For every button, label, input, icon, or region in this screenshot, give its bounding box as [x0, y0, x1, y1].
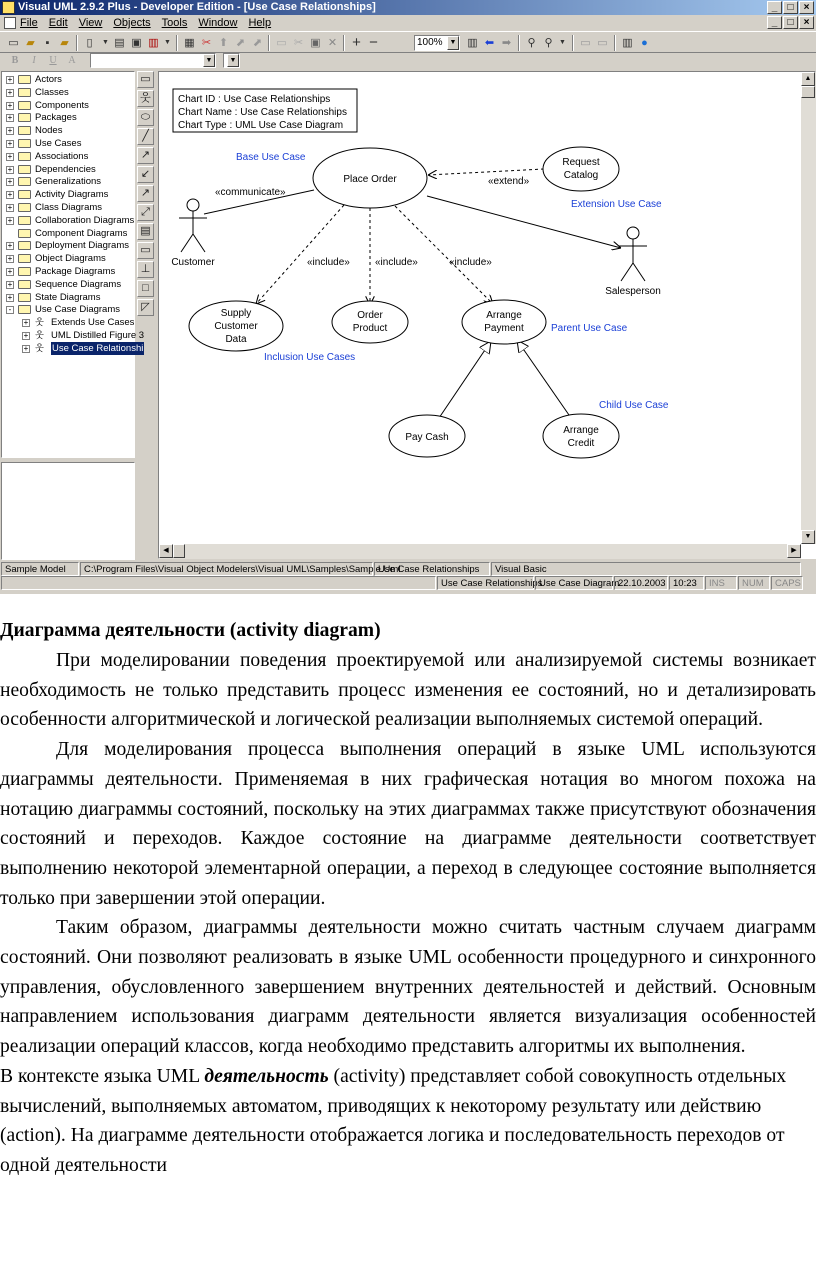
expand-icon[interactable]: +	[7, 139, 13, 148]
expand-icon[interactable]: +	[7, 254, 13, 264]
mdi-close-button[interactable]: ×	[799, 16, 814, 29]
grid-icon[interactable]: ▥	[467, 37, 478, 49]
menu-objects[interactable]: Objects	[113, 17, 151, 29]
folder-icon	[18, 190, 31, 199]
paragraph-4-body: (activity) представляет собой совокупность отдельных вычислений, выполняемых автоматом, приводящих к некоторому результату или действию (action). На диаграмме деятельности отображается логика и последовательность переходов от одной деятельности	[0, 1065, 787, 1176]
arrange-payment-label-2: Payment	[484, 323, 524, 334]
supply-customer-data-label-1: Supply	[220, 308, 252, 319]
document-icon[interactable]	[4, 17, 16, 29]
folder-icon	[18, 241, 31, 250]
chart-name-label: Chart Name : Use Case Relationships	[178, 107, 347, 118]
app-icon	[2, 1, 15, 14]
forward-arrow-icon[interactable]: ➡	[501, 37, 512, 49]
note-extension-use-case: Extension Use Case	[571, 199, 662, 210]
folder-icon	[18, 177, 31, 186]
chevron-down-icon[interactable]: ▼	[447, 36, 459, 50]
minimize-button[interactable]: _	[767, 1, 782, 14]
supply-customer-data-label-3: Data	[225, 334, 247, 345]
format-painter-icon[interactable]: ⬈	[252, 37, 263, 49]
canvas-vertical-scrollbar[interactable]	[801, 72, 816, 544]
globe-icon[interactable]: ●	[641, 37, 648, 49]
mdi-minimize-button[interactable]: _	[767, 16, 782, 29]
folder-icon	[18, 280, 31, 289]
clipboard-icon[interactable]: ▣	[310, 37, 321, 49]
save-icon[interactable]: ▪	[45, 37, 50, 49]
format-toolbar	[0, 53, 816, 69]
menu-tools[interactable]: Tools	[161, 17, 188, 29]
note-parent-use-case: Parent Use Case	[551, 323, 628, 334]
tree-item-label: Deployment Diagrams	[35, 240, 129, 252]
tree-item-label: Dependencies	[35, 163, 96, 175]
tree-item-label: Extends Use Cases	[51, 317, 135, 329]
copy-icon[interactable]: ⬆	[218, 37, 229, 49]
status-num: NUM	[738, 576, 770, 590]
pay-cash-generalization[interactable]	[439, 341, 491, 418]
use-case-tool-icon[interactable]: ⬭	[137, 109, 154, 126]
use-case-diagram-icon: 웃	[35, 342, 44, 353]
folder-icon	[18, 139, 31, 148]
generalization-tool-icon[interactable]: ↙	[137, 166, 154, 183]
help-book-icon[interactable]: ▥	[622, 37, 633, 49]
actor-salesperson[interactable]	[619, 227, 647, 281]
request-catalog-label-1: Request	[562, 157, 600, 168]
supply-customer-data-label-2: Customer	[214, 321, 258, 332]
menu-window[interactable]: Window	[198, 17, 238, 29]
expand-icon[interactable]: +	[7, 203, 13, 212]
expand-icon[interactable]: +	[7, 190, 13, 200]
actor-customer-label: Customer	[171, 257, 215, 268]
zoom-in-icon[interactable]: +	[352, 34, 361, 51]
folder-icon	[18, 305, 31, 314]
bold-button[interactable]: B	[11, 55, 19, 66]
pay-cash-label: Pay Cash	[405, 432, 449, 443]
window-title: Visual UML 2.9.2 Plus - Developer Edition - [Use Case Relationships]	[18, 1, 376, 13]
tree-item-label: Activity Diagrams	[35, 189, 109, 201]
extend-dependency[interactable]	[428, 169, 544, 175]
folder-icon	[18, 203, 31, 212]
folder-icon	[18, 293, 31, 302]
order-product-label-1: Order	[357, 310, 383, 321]
model-explorer-tree[interactable]	[1, 71, 145, 458]
tree-item-label: Generalizations	[35, 176, 102, 188]
scroll-thumb[interactable]	[801, 86, 815, 98]
term-activity: деятельность	[204, 1065, 329, 1087]
back-arrow-icon[interactable]: ⬅	[484, 37, 495, 49]
expand-icon[interactable]: +	[7, 87, 13, 97]
include-arrange-payment[interactable]	[395, 206, 493, 304]
folder-icon	[18, 267, 31, 276]
tree-item-label: Package Diagrams	[35, 266, 116, 277]
status-date: 22.10.2003	[614, 576, 668, 590]
expand-icon[interactable]: +	[23, 331, 29, 340]
article-text	[0, 616, 816, 1181]
diagram-canvas[interactable]	[158, 71, 816, 559]
report-dropdown-icon[interactable]: ▼	[164, 39, 171, 46]
tree-item-label: Sequence Diagrams	[35, 278, 122, 290]
folder-icon	[18, 126, 31, 135]
use-case-arrange-payment[interactable]	[462, 300, 546, 344]
arrange-credit-label-2: Credit	[567, 438, 595, 449]
note-inclusion-use-cases: Inclusion Use Cases	[264, 352, 356, 363]
diagram-toolbox	[137, 71, 155, 313]
menu-edit[interactable]: Edit	[48, 17, 68, 29]
folder-icon	[18, 101, 31, 110]
use-case-arrange-credit[interactable]	[543, 414, 619, 458]
folder-icon	[18, 229, 31, 238]
canvas-horizontal-scrollbar[interactable]	[159, 544, 801, 559]
cut-icon[interactable]: ✂	[201, 37, 212, 49]
print-preview-icon[interactable]: ▣	[131, 37, 142, 49]
paragraph-4-intro: В контексте языка UML	[0, 1065, 205, 1087]
tree-item-label: Actors	[35, 74, 62, 85]
arrange-credit-generalization[interactable]	[517, 340, 569, 415]
print-icon[interactable]: ▤	[114, 37, 125, 49]
package-tool-icon[interactable]: ▭	[137, 242, 154, 259]
rectangle-tool-icon[interactable]: □	[137, 280, 154, 297]
association-tool-icon[interactable]: ╱	[137, 128, 154, 145]
expand-icon[interactable]: +	[7, 279, 13, 289]
menu-file[interactable]: File	[20, 17, 38, 29]
paste-icon[interactable]: ⬈	[235, 37, 246, 49]
class-tool-icon[interactable]: ▤	[137, 223, 154, 240]
include-stereotype-2: «include»	[375, 257, 418, 268]
italic-button[interactable]: I	[32, 55, 36, 66]
include-supply-customer-data[interactable]	[256, 205, 344, 304]
paragraph-3: Таким образом, диаграммы деятельности можно считать частным случаем диаграмм состояний. Они позволяют реализовать в языке UML особенности процедурного и синхронного управления, обусловленного завершением внутренних деятельностей и действий. Основным направлением использования диаграмм деятельности является визуализация особенностей реализации операций классов, когда необходимо представить алгоритмы их выполнения.	[0, 917, 816, 1058]
folder-icon	[18, 75, 31, 84]
status-model: Sample Model	[1, 562, 79, 576]
status-caps: CAPS	[771, 576, 803, 590]
tree-item-label: Classes	[35, 86, 69, 98]
menu-bar	[0, 15, 816, 31]
use-case-diagram-icon: 웃	[35, 330, 44, 340]
folder-icon	[18, 152, 31, 161]
expand-icon[interactable]: +	[7, 241, 13, 251]
zoom-out-icon[interactable]: −	[369, 34, 378, 51]
request-catalog-label-2: Catalog	[563, 170, 599, 181]
font-color-icon[interactable]: A	[68, 55, 76, 66]
find-icon[interactable]: ⚲	[527, 37, 536, 49]
status-bar	[0, 561, 816, 594]
order-product-label-2: Product	[352, 323, 388, 334]
use-case-request-catalog[interactable]	[543, 147, 619, 191]
tree-item-label: Component Diagrams	[35, 227, 128, 239]
status-time: 10:23	[669, 576, 704, 590]
note-tool-icon[interactable]: ◸	[137, 299, 154, 316]
communicate-stereotype: «communicate»	[215, 187, 286, 198]
status-diagram-type: Use Case Diagram	[535, 576, 613, 590]
properties-icon[interactable]: ▦	[184, 37, 195, 49]
check-in-icon[interactable]: ▭	[580, 37, 591, 49]
check-out-icon[interactable]: ▭	[597, 37, 608, 49]
folder-icon	[18, 254, 31, 263]
properties-panel[interactable]	[1, 462, 135, 560]
select-tool-icon[interactable]: ▭	[137, 71, 154, 88]
font-name-select[interactable]	[90, 53, 216, 68]
chart-type-label: Chart Type : UML Use Case Diagram	[178, 120, 344, 131]
new-diagram-dropdown-icon[interactable]: ▼	[102, 39, 109, 46]
expand-icon[interactable]: +	[7, 164, 13, 174]
folder-icon	[18, 165, 31, 174]
tree-item-label: Packages	[35, 112, 77, 124]
actor-tool-icon[interactable]: 웃	[137, 90, 154, 107]
main-toolbar	[0, 31, 816, 53]
paragraph-1: При моделировании поведения проектируемой или анализируемой системы возникает необходимость не только представить процесс изменения ее состояний, но и детализировать особенности алгоритмической и логической реализации выполняемых системой операций.	[0, 650, 816, 731]
close-button[interactable]: ×	[799, 1, 814, 14]
tree-item-label: Components	[35, 99, 89, 111]
arrange-credit-label-1: Arrange	[563, 425, 599, 436]
tree-item-label: Use Case Relationshi	[52, 342, 144, 354]
include-tool-icon[interactable]: ⤢	[137, 204, 154, 221]
note-base-use-case: Base Use Case	[236, 152, 306, 163]
title-bar	[0, 0, 816, 15]
expand-icon[interactable]: +	[7, 292, 13, 302]
undo-icon[interactable]: ▭	[276, 37, 287, 49]
report-icon[interactable]: ▥	[148, 37, 159, 49]
scroll-down-icon[interactable]: ▼	[801, 530, 815, 544]
paragraph-2: Для моделирования процесса выполнения операций в языке UML используются диаграммы деятельности. Применяемая в них графическая нотация во многом похожа на нотацию диаграммы состояний, поскольку на этих диаграммах также присутствуют обозначения состояний и переходов. Каждое состояние на диаграмме деятельности соответствует выполнению некоторой элементарной операции, а переход в следующее состояние выполняется только при завершении этой операции.	[0, 739, 816, 909]
folder-icon	[18, 216, 31, 225]
expand-icon[interactable]: +	[23, 343, 29, 353]
chart-id-label: Chart ID : Use Case Relationships	[178, 94, 331, 105]
mdi-restore-button[interactable]: □	[783, 16, 798, 29]
expand-icon[interactable]: +	[7, 113, 13, 123]
search-dropdown-icon[interactable]: ▼	[559, 39, 566, 46]
folder-icon	[18, 88, 31, 97]
expand-icon[interactable]: +	[7, 215, 13, 225]
new-icon[interactable]: ▭	[8, 37, 19, 49]
directed-association-tool-icon[interactable]: ↗	[137, 147, 154, 164]
tree-item-label: State Diagrams	[35, 291, 101, 303]
expand-icon[interactable]: +	[7, 267, 13, 276]
scissors-icon[interactable]: ✂	[293, 37, 304, 49]
collapse-icon[interactable]: -	[6, 306, 14, 314]
actor-salesperson-label: Salesperson	[605, 286, 661, 297]
paragraph-4	[0, 1062, 816, 1181]
expand-icon[interactable]: +	[7, 75, 13, 84]
status-language: Visual Basic	[491, 562, 801, 576]
tree-item-label: Use Case Diagrams	[35, 304, 120, 316]
menu-help[interactable]: Help	[248, 17, 272, 29]
underline-button[interactable]: U	[49, 55, 57, 66]
expand-icon[interactable]: +	[7, 126, 13, 136]
status-current-diagram: Use Case Relationships	[437, 576, 534, 590]
save-all-icon[interactable]: ▰	[60, 37, 69, 49]
chevron-down-icon[interactable]: ▼	[203, 54, 215, 67]
expand-icon[interactable]: +	[7, 100, 13, 110]
expand-icon[interactable]: +	[23, 318, 29, 328]
section-heading: Диаграмма деятельности (activity diagram)	[0, 620, 381, 641]
status-message	[1, 576, 436, 590]
place-order-label: Place Order	[343, 174, 397, 185]
use-case-diagram-icon: 웃	[35, 317, 44, 328]
scroll-thumb[interactable]	[173, 544, 185, 558]
font-size-select[interactable]	[223, 53, 240, 68]
note-child-use-case: Child Use Case	[599, 400, 669, 411]
extend-stereotype: «extend»	[488, 176, 530, 187]
status-diagram-name: Use Case Relationships	[374, 562, 490, 576]
zoom-select[interactable]	[414, 35, 460, 51]
folder-icon	[18, 113, 31, 122]
use-case-diagram[interactable]	[159, 72, 801, 544]
arrange-payment-label-1: Arrange	[486, 310, 522, 321]
tree-item-label: Nodes	[35, 125, 63, 137]
zoom-value: 100%	[417, 37, 443, 48]
scroll-right-icon[interactable]: ▶	[787, 544, 801, 558]
tree-item-label: Associations	[35, 150, 89, 162]
boundary-tool-icon[interactable]: ⊥	[137, 261, 154, 278]
scroll-left-icon[interactable]: ◀	[159, 544, 173, 558]
include-stereotype-3: «include»	[449, 257, 492, 268]
scroll-up-icon[interactable]: ▲	[801, 72, 815, 86]
status-ins: INS	[705, 576, 737, 590]
tree-item-label: Use Cases	[35, 138, 82, 149]
tree-item-label: UML Distilled Figure 3	[51, 330, 145, 341]
menu-view[interactable]: View	[78, 17, 103, 29]
status-file-path: C:\Program Files\Visual Object Modelers\Visual UML\Samples\Sample.Uml	[80, 562, 373, 576]
actor-customer[interactable]	[179, 199, 207, 252]
maximize-button[interactable]: □	[783, 1, 798, 14]
tree-item-label: Object Diagrams	[35, 253, 106, 265]
chevron-down-icon[interactable]: ▼	[227, 54, 239, 67]
new-diagram-icon[interactable]: ▯	[86, 37, 93, 49]
use-case-order-product[interactable]	[332, 301, 408, 343]
include-stereotype-1: «include»	[307, 257, 350, 268]
open-folder-icon[interactable]: ▰	[26, 37, 35, 49]
tree-item-label: Class Diagrams	[35, 202, 103, 213]
tree-item-label: Collaboration Diagrams	[35, 214, 135, 226]
expand-icon[interactable]: +	[7, 151, 13, 161]
search-icon[interactable]: ⚲	[544, 37, 553, 49]
dependency-tool-icon[interactable]: ↗	[137, 185, 154, 202]
delete-icon[interactable]: ✕	[327, 37, 338, 49]
visual-uml-window	[0, 0, 816, 594]
expand-icon[interactable]: +	[7, 177, 13, 187]
